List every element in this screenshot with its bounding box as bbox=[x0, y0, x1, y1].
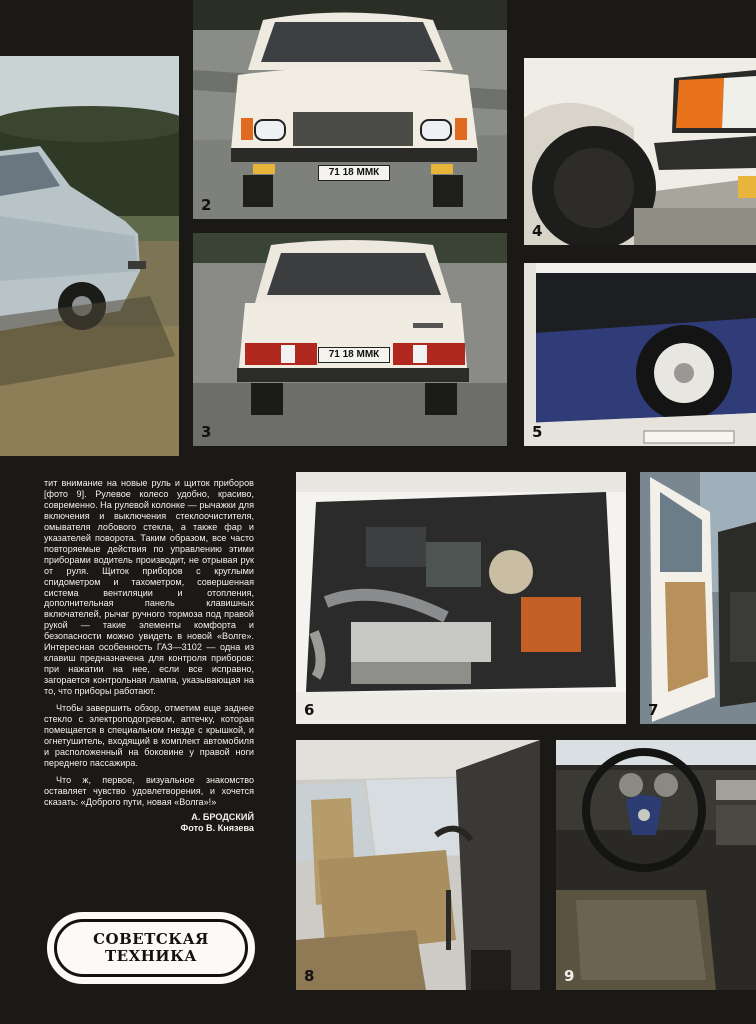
photo-1-side-view bbox=[0, 56, 179, 456]
logo-line-2: ТЕХНИКА bbox=[105, 947, 197, 965]
license-plate-front: 71 18 ММК bbox=[318, 165, 390, 181]
photo-credit: Фото В. Князева bbox=[180, 822, 254, 833]
article-paragraph: тит внимание на новые руль и щиток приборов [фото 9]. Рулевое колесо удобно, красиво, современно. На рулевой колонке — рычажки для включения и выключения стеклоочистителя, омывателя лобового стекла, а также фар и указателей поворота. Таким образом, все часто повторяемые действия по управлению этими приборами водитель производит, не отрывая рук от руля. Щиток приборов с круглыми спидометром и тахометром, совершенная система вентиляции и отопления, дополнительная панель клавишных включателей, рычаг ручного тормоза под правой рукой — такие элементы комфорта и безопасности можно увидеть в новой «Волге». Интересная особенность ГАЗ—3102 — одна из клавиш предназначена для контроля приборов: при нажатии на нее, если все исправно, загорается контрольная лампа, указывающая на то, что приборы работают. bbox=[44, 478, 254, 697]
license-plate-rear: 71 18 ММК bbox=[318, 347, 390, 363]
photo-7-open-door bbox=[640, 472, 756, 724]
logo-ring bbox=[54, 919, 248, 977]
logo-line-1: СОВЕТСКАЯ bbox=[93, 930, 209, 948]
photo-8-interior-seats bbox=[296, 740, 540, 990]
photo-9-number: 9 bbox=[564, 967, 575, 985]
photo-2-number: 2 bbox=[201, 196, 212, 214]
photo-5-number: 5 bbox=[532, 423, 543, 441]
photo-3-rear-view bbox=[193, 233, 507, 446]
photo-9-steering-wheel-dashboard bbox=[556, 740, 756, 990]
article-paragraph: Чтобы завершить обзор, отметим еще заднее стекло с электроподогревом, аптечку, которая помещается в специальном гнезде с крышкой, и огнетушитель, входящий в комплект автомобиля и расположенный на боковине у правой ноги переднего пассажира. bbox=[44, 703, 254, 768]
photo-4-headlight-detail bbox=[524, 58, 756, 245]
photo-3-number: 3 bbox=[201, 423, 212, 441]
photo-2-front-view bbox=[193, 0, 507, 219]
photo-6-number: 6 bbox=[304, 701, 315, 719]
photo-7-number: 7 bbox=[648, 701, 659, 719]
photo-5-trunk-spare-wheel bbox=[524, 263, 756, 446]
article-paragraph: Что ж, первое, визуальное знакомство оставляет чувство удовлетворения, и хочется сказать: «Доброго пути, новая «Волга»!» bbox=[44, 774, 254, 807]
author-signature: А. БРОДСКИЙ bbox=[191, 811, 254, 822]
photo-4-number: 4 bbox=[532, 222, 543, 240]
article-text bbox=[44, 478, 254, 834]
photo-8-number: 8 bbox=[304, 967, 315, 985]
photo-6-engine-bay bbox=[296, 472, 626, 724]
section-logo-sovetskaya-tekhnika bbox=[47, 912, 255, 984]
